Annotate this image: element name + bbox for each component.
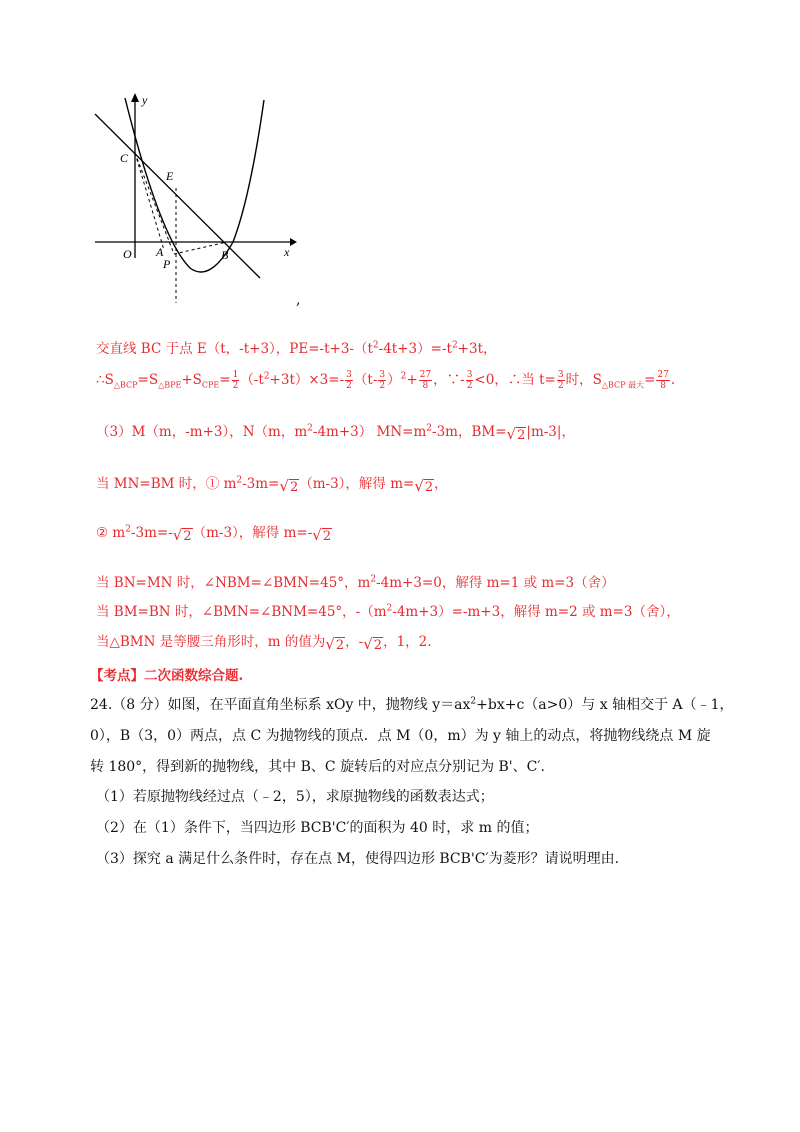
fraction: $\frac{1}{2}$ bbox=[232, 370, 239, 391]
label-a: A bbox=[156, 245, 164, 259]
fraction: $\frac{3}{2}$ bbox=[557, 370, 564, 391]
y-axis-arrow bbox=[131, 93, 139, 102]
problem-line-3: 转 180°，得到新的抛物线，其中 B、C 旋转后的对应点分别记为 B'、C′. bbox=[90, 759, 545, 775]
label-x: x bbox=[284, 245, 290, 259]
label-p: P bbox=[163, 257, 171, 271]
fraction: $\frac{27}{8}$ bbox=[657, 370, 669, 391]
solution-line-4: 当 MN=BM 时，① $m^2-3m=√2(m-3)$，解得 m=√2， bbox=[96, 475, 448, 495]
solution-line-7: 当 BM=BN 时，∠BMN=∠BNM=45°，$-(m^2-4m+3)=-m+3$，解得 m=2 或 m=3（舍）， bbox=[96, 603, 680, 620]
fraction: $\frac{3}{2}$ bbox=[379, 370, 386, 391]
parabola-figure bbox=[90, 88, 305, 318]
solution-line-3: （3）M（m，-m+3），N（m，$m^2-4m+3$） $MN=m^2-3m$，BM=√2|m-3|， bbox=[96, 423, 575, 443]
x-axis-arrow bbox=[290, 238, 297, 246]
solution-line-6: 当 BN=MN 时，∠NBM=∠BMN=45°，$m^2-4m+3=0$，解得 m=1 或 m=3（舍） bbox=[96, 574, 615, 591]
fraction: $\frac{3}{2}$ bbox=[466, 370, 473, 391]
label-y: y bbox=[142, 93, 148, 107]
sqrt-symbol: √2 bbox=[312, 526, 332, 544]
fraction: $\frac{3}{2}$ bbox=[346, 370, 352, 391]
dashed-pb bbox=[174, 242, 227, 254]
problem-part-2: （2）在（1）条件下，当四边形 BCB'C′的面积为 40 时，求 m 的值； bbox=[96, 820, 539, 836]
fraction: $\frac{27}{8}$ bbox=[419, 370, 432, 391]
label-b: B bbox=[221, 248, 229, 262]
line-bc bbox=[95, 114, 260, 278]
problem-line-2: 0），B（3，0）两点，点 C 为抛物线的顶点．点 M（0，m）为 y 轴上的动点，将抛物线绕点 M 旋 bbox=[90, 728, 711, 744]
problem-part-1: （1）若原抛物线经过点（﹣2，5），求原抛物线的函数表达式； bbox=[96, 789, 494, 805]
solution-line-1: 交直线 BC 于点 E（t，-t+3），$PE=-t+3-(t^2-4t+3)=-t^2+3t$， bbox=[96, 340, 497, 357]
label-c: C bbox=[120, 151, 129, 165]
sqrt-symbol: √2 bbox=[279, 477, 299, 495]
parabola-curve bbox=[125, 98, 264, 272]
sqrt-symbol: √2 bbox=[325, 635, 345, 653]
solution-line-5: ② $m^2-3m=-√2(m-3)$，解得 m=-√2 bbox=[96, 524, 332, 544]
solution-line-8: 当△BMN 是等腰三角形时，m 的值为√2，-√2，1，2. bbox=[96, 634, 432, 653]
figure-comma: , bbox=[296, 292, 301, 308]
label-o: O bbox=[123, 247, 132, 261]
label-e: E bbox=[166, 169, 174, 183]
sqrt-symbol: √2 bbox=[363, 635, 383, 653]
solution-line-2: $\therefore S_{\triangle BCP}=S_{\triangle BPE}+S_{CPE}=$ $\frac{1}{2}$ $(-t^2+3t)\times 3=-$ $\frac{3}{2}$ （t- $\frac{3}{2}$ ）$^2$+ $\frac{27}{8}$ ，∵- $\frac{3}{2}$ <0，∴当 t= $\frac{3}{2}$ 时，$S_{\triangle BCP 最大}=$ $\frac{27}{8}$ . bbox=[96, 370, 676, 391]
sqrt-symbol: √2 bbox=[172, 526, 192, 544]
problem-line-1: 24.（8 分）如图，在平面直角坐标系 xOy 中，抛物线 $y=ax^2+bx+c(a>0)$与 x 轴相交于 A（﹣1， bbox=[90, 696, 734, 713]
key-point: 【考点】二次函数综合题. bbox=[90, 668, 244, 684]
sqrt-symbol: √2 bbox=[506, 425, 526, 443]
sqrt-symbol: √2 bbox=[414, 477, 434, 495]
problem-part-3: （3）探究 a 满足什么条件时，存在点 M，使得四边形 BCB'C′为菱形？请说明理由. bbox=[96, 851, 620, 867]
